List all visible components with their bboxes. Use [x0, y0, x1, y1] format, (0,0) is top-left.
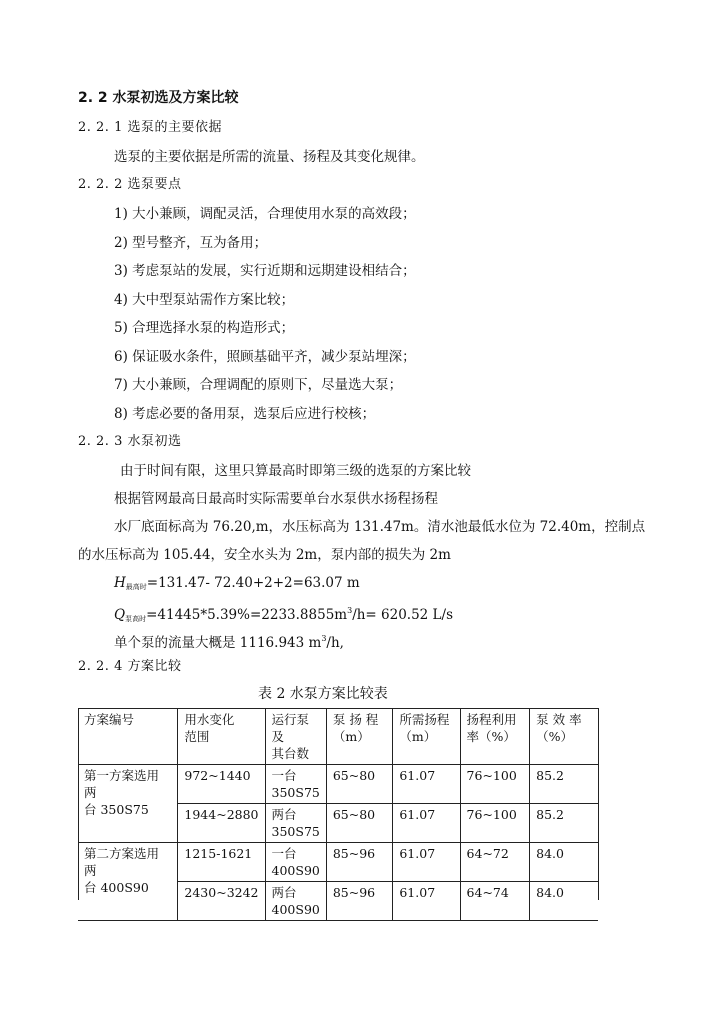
pump-head-cell: 65~80 — [326, 804, 393, 843]
header-scheme — [78, 709, 178, 765]
pumps-line: 400S90 — [271, 902, 320, 917]
range-cell: 972~1440 — [178, 765, 265, 804]
pump-head-cell: 85~96 — [326, 843, 393, 882]
header-line: 泵 扬 程 — [332, 712, 379, 727]
scheme-name-line: 台 400S90 — [84, 880, 149, 895]
formula-q-subscript: 泵高时 — [125, 615, 147, 623]
header-line: （m） — [399, 729, 437, 744]
pumps-line: 350S75 — [271, 824, 320, 839]
efficiency-cell: 85.2 — [530, 804, 598, 843]
section-2-2-2-title: 2. 2. 2 选泵要点 — [78, 177, 182, 192]
formula-h-symbol: H — [114, 575, 126, 591]
pumps-line: 两台 — [271, 885, 297, 900]
formula-h-expression: =131.47- 72.40+2+2=63.07 m — [146, 575, 360, 591]
scheme-name-cell — [78, 843, 178, 921]
efficiency-cell: 84.0 — [530, 882, 598, 921]
pumps-line: 400S90 — [271, 863, 320, 878]
formula-h-subscript: 最高时 — [125, 583, 147, 591]
point-item: 6) 保证吸水条件，照顾基础平齐，减少泵站埋深； — [114, 349, 416, 365]
header-line: 运行泵及 — [271, 712, 310, 744]
required-head-cell: 61.07 — [393, 765, 460, 804]
efficiency-cell: 85.2 — [530, 765, 598, 804]
header-pumps — [265, 709, 326, 765]
scheme-name-cell — [78, 765, 178, 843]
header-line: 扬程利用 — [466, 712, 517, 727]
header-pump-head — [326, 709, 393, 765]
header-line: 用水变化 — [184, 712, 235, 727]
pump-head-cell: 65~80 — [326, 765, 393, 804]
utilization-cell: 64~74 — [460, 882, 530, 921]
single-pump-flow-superscript: 3 — [321, 634, 327, 643]
pumps-cell — [265, 882, 326, 921]
utilization-cell: 76~100 — [460, 765, 530, 804]
point-item: 3) 考虑泵站的发展，实行近期和远期建设相结合； — [114, 263, 416, 279]
pumps-cell — [265, 843, 326, 882]
formula-q-symbol: Q — [114, 607, 126, 623]
pumps-line: 一台 — [271, 768, 297, 783]
header-required-head — [393, 709, 460, 765]
header-efficiency — [530, 709, 598, 765]
header-line — [84, 728, 171, 745]
range-cell: 2430~3242 — [178, 882, 265, 921]
header-line: 范围 — [184, 729, 210, 744]
scheme-name-line: 台 350S75 — [84, 802, 149, 817]
range-cell: 1944~2880 — [178, 804, 265, 843]
point-item: 5) 合理选择水泵的构造形式； — [114, 320, 295, 336]
efficiency-cell: 84.0 — [530, 843, 598, 882]
range-cell: 1215-1621 — [178, 843, 265, 882]
formula-q-expression-b: /h= 620.52 L/s — [352, 607, 454, 623]
table-right-border — [598, 708, 599, 900]
table-header-row — [78, 709, 598, 765]
paragraph-1: 由于时间有限，这里只算最高时即第三级的选泵的方案比较 — [120, 463, 471, 479]
header-line: 所需扬程 — [399, 712, 450, 727]
point-item: 7) 大小兼顾，合理调配的原则下，尽量选大泵； — [114, 377, 403, 393]
table-caption: 表 2 水泵方案比较表 — [258, 686, 388, 702]
section-2-2-1-title: 2. 2. 1 选泵的主要依据 — [78, 120, 222, 135]
formula-q-expression-a: =41445*5.39%=2233.8855m — [146, 607, 348, 623]
utilization-cell: 76~100 — [460, 804, 530, 843]
point-item: 8) 考虑必要的备用泵，选泵后应进行校核； — [114, 406, 376, 422]
section-2-2-1-body: 选泵的主要依据是所需的流量、扬程及其变化规律。 — [114, 149, 425, 165]
paragraph-3b: 的水压标高为 105.44，安全水头为 2m，泵内部的损失为 2m — [78, 547, 451, 563]
header-line: 泵 效 率 — [536, 712, 582, 727]
section-2-2-4-title: 2. 2. 4 方案比较 — [78, 659, 182, 674]
scheme-name-line: 第一方案选用两 — [84, 768, 160, 800]
pump-comparison-table — [78, 708, 598, 921]
pumps-line: 350S75 — [271, 785, 320, 800]
header-line: 其台数 — [271, 746, 310, 761]
section-2-2-title: 2. 2 水泵初选及方案比较 — [78, 90, 239, 106]
required-head-cell: 61.07 — [393, 882, 460, 921]
pumps-line: 一台 — [271, 846, 297, 861]
header-head-utilization — [460, 709, 530, 765]
table-row — [78, 765, 598, 804]
scheme-name-line: 第二方案选用两 — [84, 846, 160, 878]
point-item: 4) 大中型泵站需作方案比较； — [114, 292, 295, 308]
required-head-cell: 61.07 — [393, 804, 460, 843]
paragraph-3a: 水厂底面标高为 76.20,m，水压标高为 131.47m。清水池最低水位为 72.40m，控制点 — [114, 519, 646, 535]
header-range — [178, 709, 265, 765]
pumps-line: 两台 — [271, 807, 297, 822]
pump-head-cell: 85~96 — [326, 882, 393, 921]
header-line: （m） — [332, 729, 370, 744]
paragraph-2: 根据管网最高日最高时实际需要单台水泵供水扬程扬程 — [114, 491, 438, 507]
table-row — [78, 843, 598, 882]
formula-q-superscript: 3 — [347, 606, 353, 615]
utilization-cell: 64~72 — [460, 843, 530, 882]
pumps-cell — [265, 804, 326, 843]
header-line: 率（%） — [466, 729, 516, 744]
single-pump-flow — [114, 630, 344, 652]
point-item: 2) 型号整齐，互为备用； — [114, 235, 268, 251]
section-2-2-3-title: 2. 2. 3 水泵初选 — [78, 434, 182, 449]
header-line: 方案编号 — [84, 712, 135, 727]
header-line: （%） — [536, 729, 574, 744]
pumps-cell — [265, 765, 326, 804]
single-pump-flow-post: /h, — [326, 635, 344, 651]
single-pump-flow-pre: 单个泵的流量大概是 1116.943 m — [114, 635, 322, 651]
formula-q — [114, 602, 453, 628]
required-head-cell: 61.07 — [393, 843, 460, 882]
formula-h — [114, 574, 360, 596]
point-item: 1) 大小兼顾，调配灵活，合理使用水泵的高效段； — [114, 206, 416, 222]
